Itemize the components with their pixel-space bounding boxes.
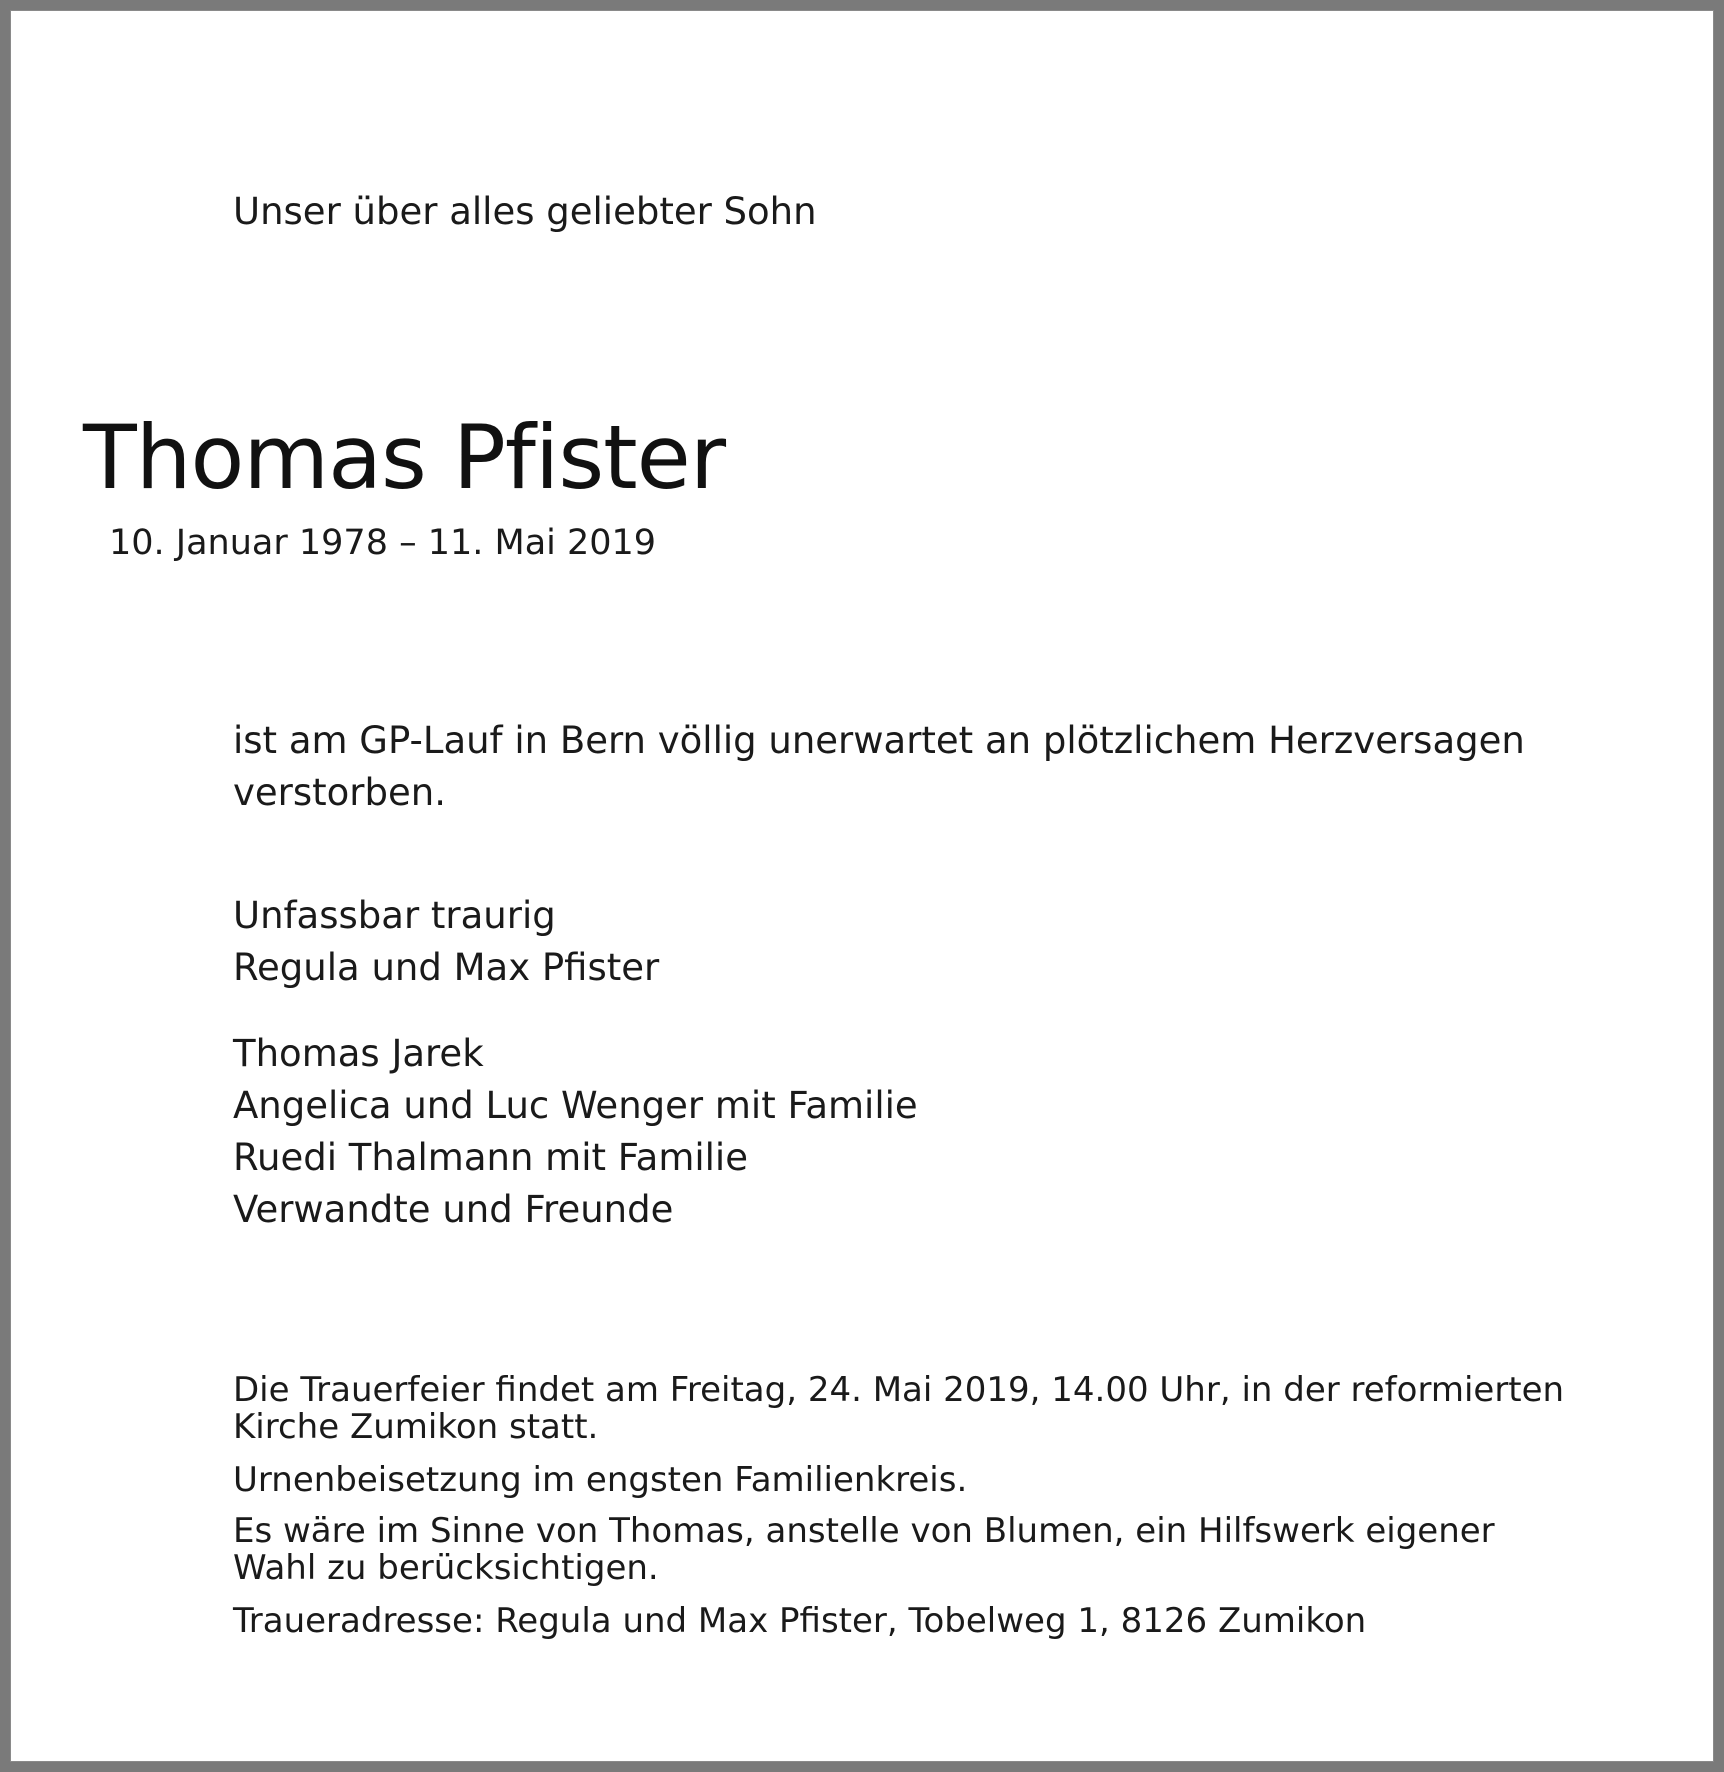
mourners-list <box>233 1028 918 1236</box>
mourning-address <box>233 1603 1366 1640</box>
mourner-entry: Angelica und Luc Wenger mit Familie <box>233 1084 918 1127</box>
obituary-card <box>10 10 1714 1762</box>
donation-line: Es wäre im Sinne von Thomas, anstelle von Blumen, ein Hilfswerk eigener <box>233 1511 1495 1551</box>
announcement-text <box>233 715 1525 819</box>
mourner-entry: Verwandte und Freunde <box>233 1188 674 1231</box>
announcement-line: verstorben. <box>233 771 446 814</box>
ceremony-line: Die Trauerfeier findet am Freitag, 24. Mai 2019, 14.00 Uhr, in der reformierten <box>233 1370 1565 1410</box>
ceremony-note <box>233 1372 1564 1446</box>
burial-line: Urnenbeisetzung im engsten Familienkreis. <box>233 1460 968 1500</box>
donation-note <box>233 1513 1495 1587</box>
closing-phrase: Unfassbar traurig <box>233 894 556 937</box>
intro-text: Unser über alles geliebter Sohn <box>233 190 817 233</box>
mourner-entry: Ruedi Thalmann mit Familie <box>233 1136 748 1179</box>
life-dates: 10. Januar 1978 – 11. Mai 2019 <box>109 523 657 563</box>
deceased-name: Thomas Pfister <box>83 406 726 509</box>
parents-names: Regula und Max Pfister <box>233 946 660 989</box>
donation-line: Wahl zu berücksichtigen. <box>233 1548 659 1588</box>
announcement-line: ist am GP-Lauf in Bern völlig unerwartet an plötzlichem Herzversagen <box>233 719 1525 762</box>
mourner-entry: Thomas Jarek <box>233 1032 484 1075</box>
burial-note <box>233 1462 967 1499</box>
ceremony-line: Kirche Zumikon statt. <box>233 1407 599 1447</box>
address-line: Traueradresse: Regula und Max Pfister, Tobelweg 1, 8126 Zumikon <box>233 1601 1367 1641</box>
mourners-signature <box>233 890 659 994</box>
